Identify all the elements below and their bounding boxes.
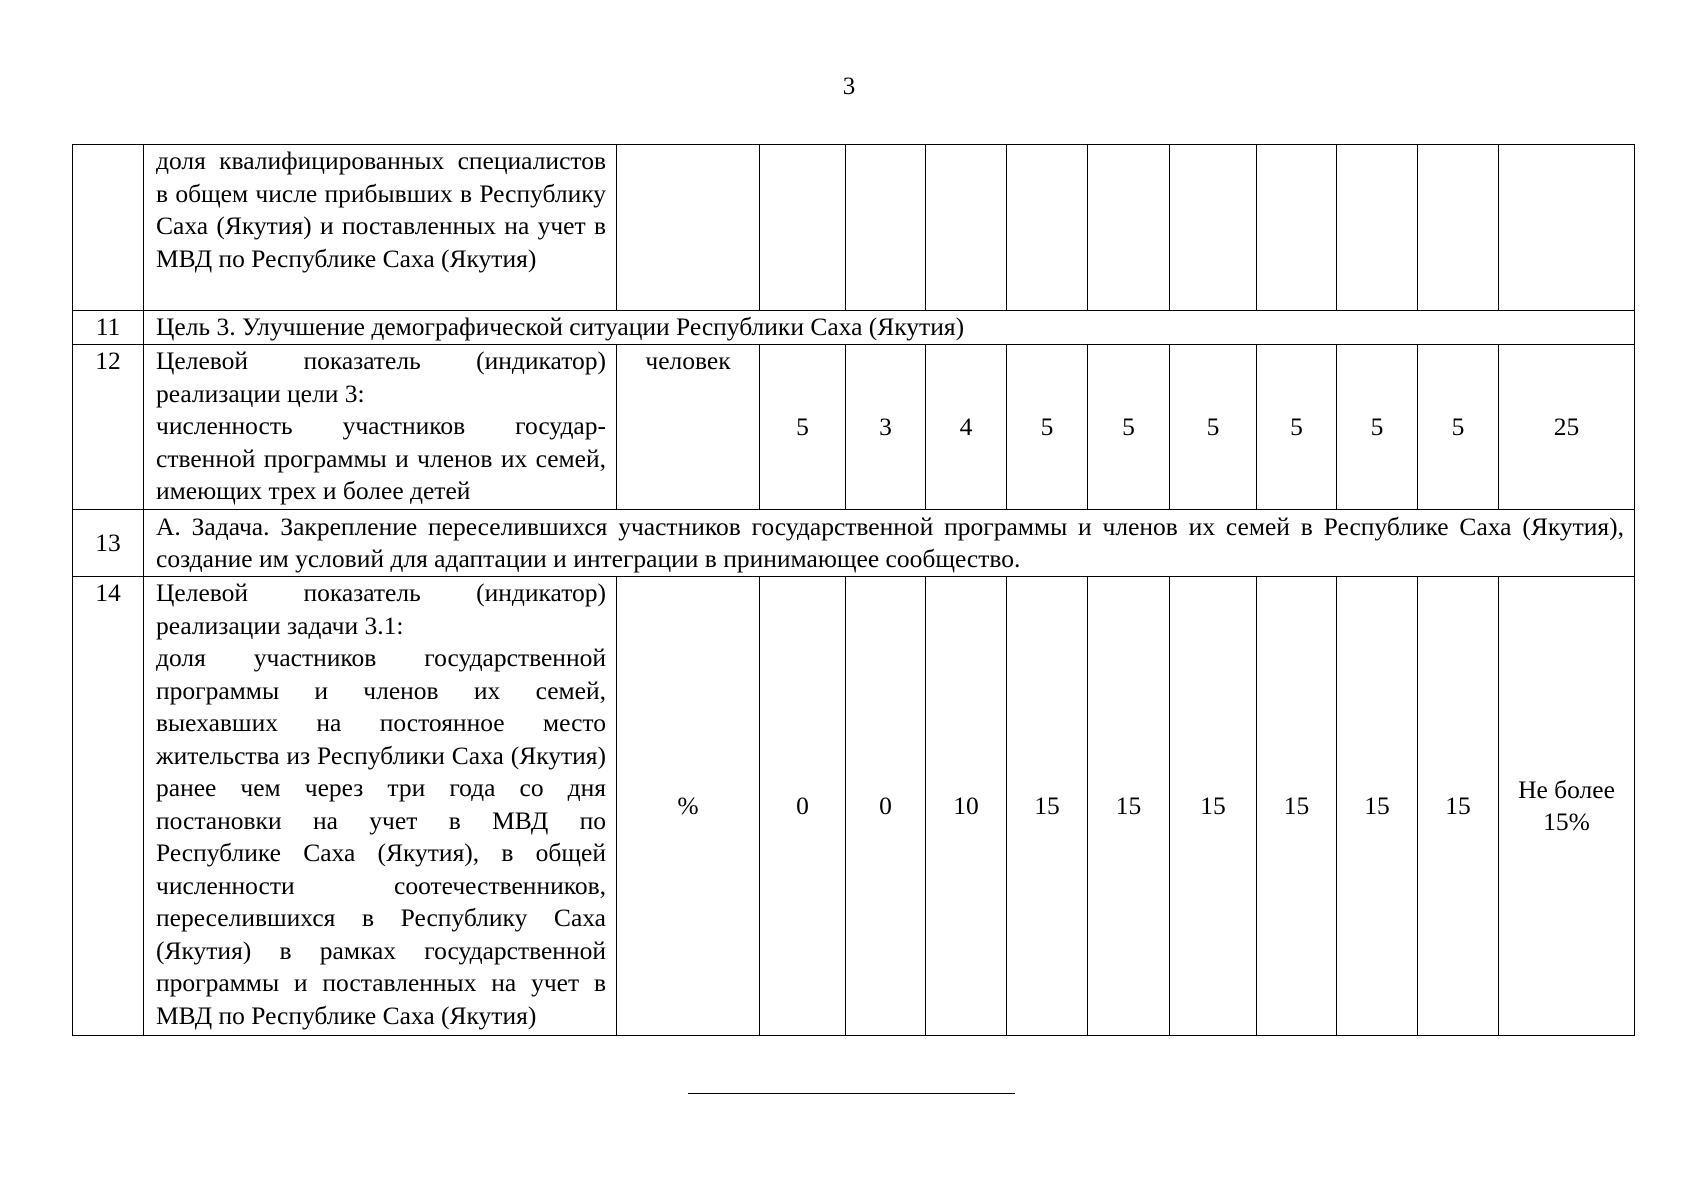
value-cell	[1337, 145, 1418, 311]
description-text: доля участников государственной программы и членов их семей, выехавших на постоянное место жительства из Республики Саха (Якутия) ранее чем через три года со дня постановки на учет в МВД по Республике Саха (Якутия), в общей численности соотечественников, переселившихся в Республику Саха (Якутия) в рамках государственной программы и поставленных на учет в МВД по Республике Саха (Якутия)	[156, 643, 606, 1030]
value-cell: 5	[1418, 345, 1499, 510]
value-cell: 5	[760, 345, 846, 510]
unit-cell: %	[617, 577, 760, 1036]
row-number: 12	[73, 345, 144, 510]
row-number: 11	[73, 311, 144, 345]
row-number	[73, 145, 144, 311]
value-cell: 0	[760, 577, 846, 1036]
value-cell: 0	[846, 577, 926, 1036]
value-cell: 5	[1257, 345, 1337, 510]
value-cell: 5	[1170, 345, 1257, 510]
value-cell: 15	[1257, 577, 1337, 1036]
value-cell	[1170, 145, 1257, 311]
value-cell: 25	[1499, 345, 1635, 510]
value-cell: 5	[1337, 345, 1418, 510]
description-title: Целевой показатель (индикатор) реализации цели 3:	[156, 346, 606, 408]
value-cell: 4	[926, 345, 1007, 510]
value-cell: 5	[1088, 345, 1170, 510]
value-cell: 3	[846, 345, 926, 510]
value-cell: 15	[1337, 577, 1418, 1036]
value-cell: 10	[926, 577, 1007, 1036]
page-number: 3	[842, 73, 856, 100]
goal-heading: Цель 3. Улучшение демографической ситуации Республики Саха (Якутия)	[144, 311, 1635, 345]
value-cell: 15	[1007, 577, 1088, 1036]
value-cell: 15	[1170, 577, 1257, 1036]
description-text: доля квалифицированных специалистов в общем числе прибывших в Республику Саха (Якутия) и поставленных на учет в МВД по Республике Саха (Якутия)	[156, 146, 606, 273]
end-of-document-rule	[688, 1093, 1015, 1094]
value-cell	[846, 145, 926, 311]
value-cell	[760, 145, 846, 311]
value-cell: 15	[1088, 577, 1170, 1036]
table-row	[73, 145, 1635, 311]
value-cell: 5	[1007, 345, 1088, 510]
value-cell: Не более 15%	[1499, 577, 1635, 1036]
table-row	[73, 311, 1635, 345]
indicator-description	[144, 577, 617, 1036]
indicator-description	[144, 145, 617, 311]
table-row	[73, 345, 1635, 510]
value-cell: 15	[1418, 577, 1499, 1036]
value-cell	[1007, 145, 1088, 311]
value-cell	[1088, 145, 1170, 311]
row-number: 14	[73, 577, 144, 1036]
description-text: численность участников государственной программы и членов их семей, имеющих трех и более детей	[156, 411, 606, 505]
value-cell	[1418, 145, 1499, 311]
task-heading: А. Задача. Закрепление переселившихся участников государственной программы и членов их семей в Республике Саха (Якутия), создание им условий для адаптации и интеграции в принимающее сообщество.	[144, 510, 1635, 577]
unit-cell: человек	[617, 345, 760, 510]
indicators-table	[72, 144, 1635, 1036]
row-number: 13	[73, 510, 144, 577]
value-cell	[1499, 145, 1635, 311]
value-cell	[1257, 145, 1337, 311]
table-row	[73, 577, 1635, 1036]
indicator-description	[144, 345, 617, 510]
description-title: Целевой показатель (индикатор) реализации задачи 3.1:	[156, 578, 606, 640]
value-cell	[926, 145, 1007, 311]
unit-cell	[617, 145, 760, 311]
table-row	[73, 510, 1635, 577]
